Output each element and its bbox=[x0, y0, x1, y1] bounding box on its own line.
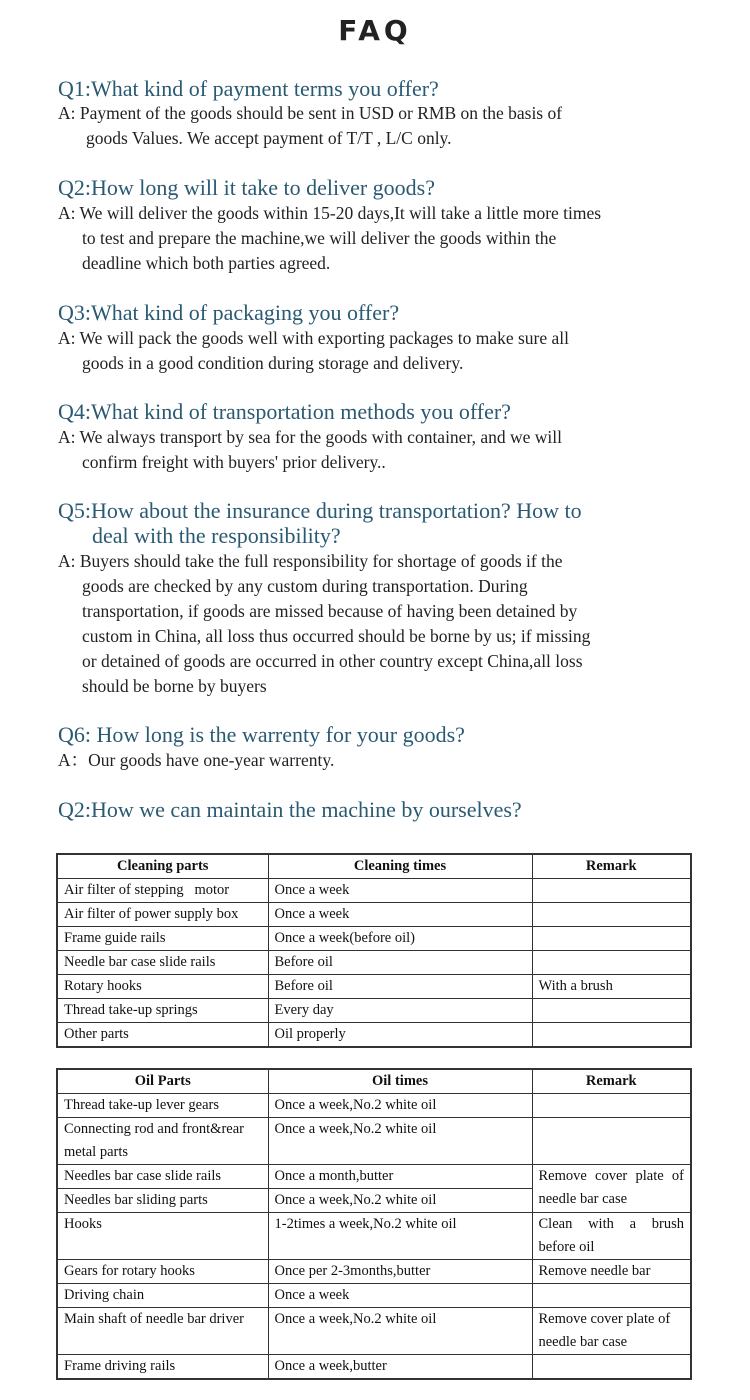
table-row bbox=[57, 1213, 691, 1260]
faq-question-4: Q4:What kind of transportation methods you offer? bbox=[58, 399, 511, 424]
table-cell: Once a week,butter bbox=[268, 1355, 532, 1380]
table-cell: Once a week bbox=[268, 1284, 532, 1308]
answer-line: deadline which both parties agreed. bbox=[82, 253, 331, 273]
table-cell bbox=[532, 1355, 691, 1380]
answer-line: goods Values. We accept payment of T/T , L/C only. bbox=[86, 128, 452, 148]
table-row bbox=[57, 1118, 691, 1165]
table-cell: Frame guide rails bbox=[57, 927, 268, 951]
table-row bbox=[57, 951, 691, 975]
question-line: deal with the responsibility? bbox=[92, 523, 341, 548]
faq-question-6: Q6: How long is the warrenty for your goods? bbox=[58, 722, 465, 747]
question-line: Q5:How about the insurance during transportation? How to bbox=[58, 498, 582, 523]
table-cell bbox=[532, 1118, 691, 1165]
faq-answer-3 bbox=[58, 326, 710, 376]
column-header: Remark bbox=[532, 854, 691, 879]
table-cell: Other parts bbox=[57, 1023, 268, 1048]
table-cell bbox=[532, 999, 691, 1023]
answer-line: should be borne by buyers bbox=[82, 676, 267, 696]
table-cell: Main shaft of needle bar driver bbox=[57, 1308, 268, 1355]
answer-line: or detained of goods are occurred in other country except China,all loss bbox=[82, 651, 583, 671]
table-cell: Once per 2-3months,butter bbox=[268, 1260, 532, 1284]
faq-question-5 bbox=[58, 498, 710, 548]
table-cell bbox=[532, 903, 691, 927]
table-cell: Oil properly bbox=[268, 1023, 532, 1048]
table-cell: Needle bar case slide rails bbox=[57, 951, 268, 975]
table-row bbox=[57, 1094, 691, 1118]
table-cell: Thread take-up springs bbox=[57, 999, 268, 1023]
answer-line: goods in a good condition during storage and delivery. bbox=[82, 353, 464, 373]
page-title: FAQ bbox=[338, 14, 412, 47]
table-row bbox=[57, 1260, 691, 1284]
column-header: Oil Parts bbox=[57, 1069, 268, 1094]
table-cell: Once a week,No.2 white oil bbox=[268, 1094, 532, 1118]
table-row bbox=[57, 927, 691, 951]
table-cell: Connecting rod and front&rear metal parts bbox=[57, 1118, 268, 1165]
faq-answer-5 bbox=[58, 549, 710, 699]
table-row bbox=[57, 879, 691, 903]
table-cell: Once a week,No.2 white oil bbox=[268, 1118, 532, 1165]
table-row bbox=[57, 975, 691, 999]
table-cell: Hooks bbox=[57, 1213, 268, 1260]
table-header-row bbox=[57, 1069, 691, 1094]
column-header: Oil times bbox=[268, 1069, 532, 1094]
table-cell: Needles bar sliding parts bbox=[57, 1189, 268, 1213]
answer-line: to test and prepare the machine,we will deliver the goods within the bbox=[82, 228, 557, 248]
column-header: Cleaning parts bbox=[57, 854, 268, 879]
faq-question-2: Q2:How long will it take to deliver goods? bbox=[58, 175, 435, 200]
answer-line: A: We always transport by sea for the goods with container, and we will bbox=[58, 427, 562, 447]
answer-line: A: Payment of the goods should be sent in USD or RMB on the basis of bbox=[58, 103, 563, 123]
table-row bbox=[57, 1355, 691, 1380]
table-row bbox=[57, 903, 691, 927]
table-row bbox=[57, 999, 691, 1023]
table-cell: Remove needle bar bbox=[532, 1260, 691, 1284]
table-cell: Before oil bbox=[268, 951, 532, 975]
table-cell bbox=[532, 951, 691, 975]
answer-line: A: We will deliver the goods within 15-20 days,It will take a little more times bbox=[58, 203, 602, 223]
answer-line: confirm freight with buyers' prior delivery.. bbox=[82, 452, 386, 472]
table-cell: Before oil bbox=[268, 975, 532, 999]
table-cell: Remove cover plate of needle bar case bbox=[532, 1165, 691, 1213]
faq-answer-2 bbox=[58, 201, 710, 276]
table-cell: 1-2times a week,No.2 white oil bbox=[268, 1213, 532, 1260]
table-cell: Thread take-up lever gears bbox=[57, 1094, 268, 1118]
table-row bbox=[57, 1165, 691, 1189]
table-cell: Once a week bbox=[268, 879, 532, 903]
answer-line: transportation, if goods are missed because of having been detained by bbox=[82, 601, 578, 621]
table-cell: Air filter of stepping motor bbox=[57, 879, 268, 903]
table-cell bbox=[532, 1094, 691, 1118]
cleaning-table bbox=[56, 853, 692, 1048]
table-cell: Rotary hooks bbox=[57, 975, 268, 999]
table-cell: Frame driving rails bbox=[57, 1355, 268, 1380]
answer-line: A：Our goods have one-year warrenty. bbox=[58, 750, 335, 770]
oil-table bbox=[56, 1068, 692, 1380]
table-cell: Driving chain bbox=[57, 1284, 268, 1308]
answer-line: A: We will pack the goods well with exporting packages to make sure all bbox=[58, 328, 569, 348]
answer-line: custom in China, all loss thus occurred should be borne by us; if missing bbox=[82, 626, 591, 646]
table-row bbox=[57, 1308, 691, 1355]
faq-question-3: Q3:What kind of packaging you offer? bbox=[58, 300, 400, 325]
table-row bbox=[57, 1284, 691, 1308]
faq-question-1: Q1:What kind of payment terms you offer? bbox=[58, 76, 439, 101]
table-cell bbox=[532, 927, 691, 951]
table-cell: Needles bar case slide rails bbox=[57, 1165, 268, 1189]
table-cell: Clean with a brush before oil bbox=[532, 1213, 691, 1260]
faq-question-maintenance: Q2:How we can maintain the machine by ourselves? bbox=[58, 797, 522, 822]
table-cell: Once a week bbox=[268, 903, 532, 927]
table-cell: Once a week(before oil) bbox=[268, 927, 532, 951]
faq-answer-1 bbox=[58, 101, 710, 151]
table-cell: Remove cover plate of needle bar case bbox=[532, 1308, 691, 1355]
table-cell: Air filter of power supply box bbox=[57, 903, 268, 927]
table-row bbox=[57, 1023, 691, 1048]
table-cell: Once a week,No.2 white oil bbox=[268, 1308, 532, 1355]
faq-answer-4 bbox=[58, 425, 710, 475]
answer-line: goods are checked by any custom during transportation. During bbox=[82, 576, 528, 596]
column-header: Remark bbox=[532, 1069, 691, 1094]
table-cell: Once a week,No.2 white oil bbox=[268, 1189, 532, 1213]
table-cell: Once a month,butter bbox=[268, 1165, 532, 1189]
table-cell bbox=[532, 879, 691, 903]
table-cell bbox=[532, 1284, 691, 1308]
table-cell: Gears for rotary hooks bbox=[57, 1260, 268, 1284]
table-cell bbox=[532, 1023, 691, 1048]
table-cell: Every day bbox=[268, 999, 532, 1023]
table-header-row bbox=[57, 854, 691, 879]
faq-answer-6 bbox=[58, 748, 710, 773]
answer-line: A: Buyers should take the full responsibility for shortage of goods if the bbox=[58, 551, 563, 571]
column-header: Cleaning times bbox=[268, 854, 532, 879]
table-cell: With a brush bbox=[532, 975, 691, 999]
